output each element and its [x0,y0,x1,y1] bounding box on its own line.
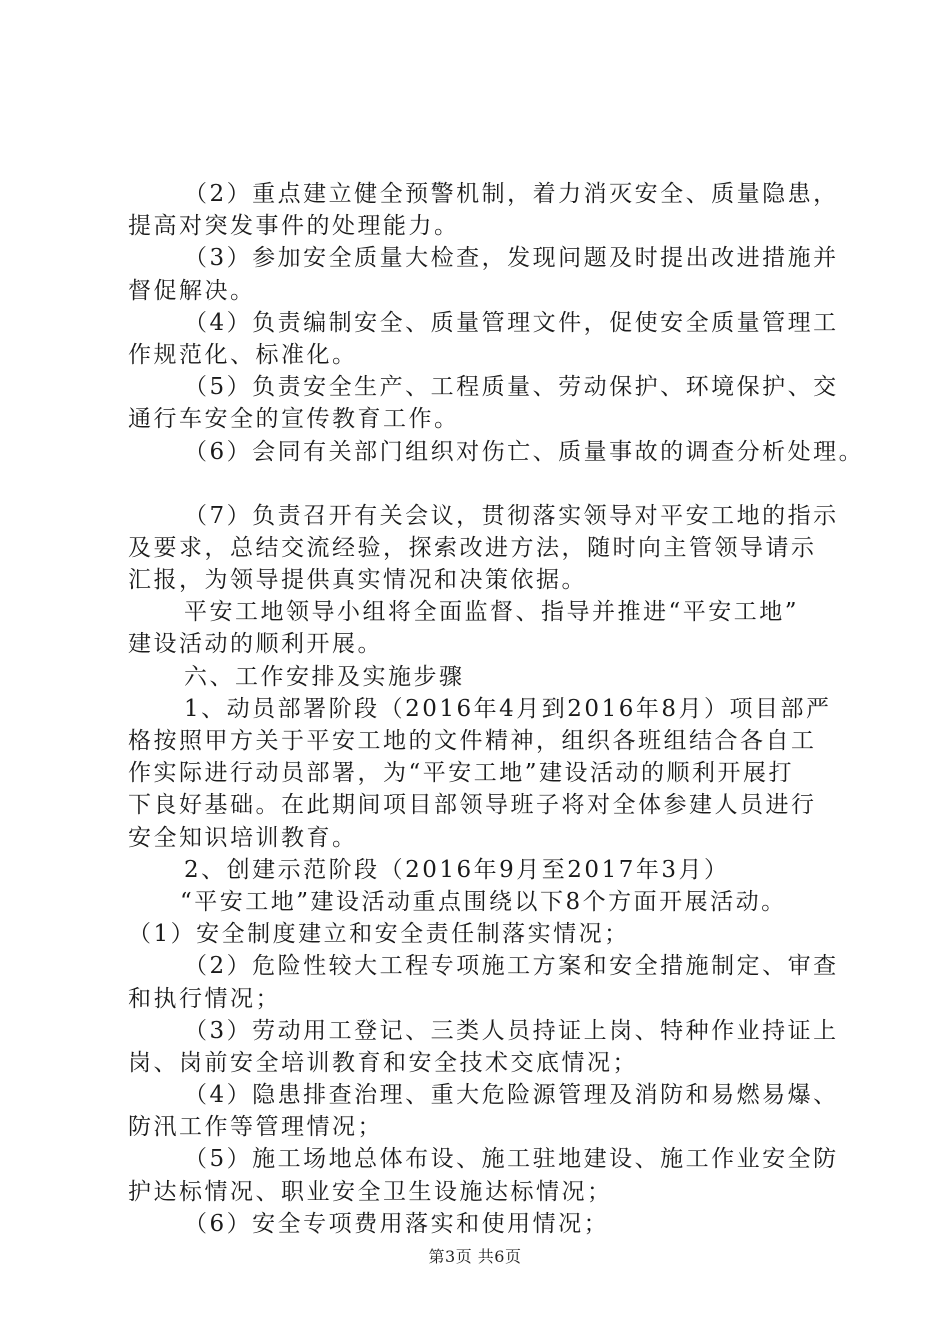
para-line: 通行车安全的宣传教育工作。 [128,406,460,433]
page-number-footer: 第3页 共6页 [428,1247,522,1266]
para-line: （6）会同有关部门组织对伤亡、质量事故的调查分析处理。 [184,438,865,465]
para-line: （6）安全专项费用落实和使用情况； [184,1210,610,1237]
para-line: “平安工地”建设活动重点围绕以下8个方面开展活动。 [180,888,787,915]
para-line: （7）负责召开有关会议，贯彻落实领导对平安工地的指示 [184,502,839,529]
para-line: 1、动员部署阶段（2016年4月到2016年8月）项目部严 [184,695,832,722]
para-line: 防汛工作等管理情况； [128,1114,383,1141]
para-line: （2）重点建立健全预警机制，着力消灭安全、质量隐患， [184,181,839,207]
para-line: 下良好基础。在此期间项目部领导班子将对全体参建人员进行 [128,792,817,819]
para-line: 护达标情况、职业安全卫生设施达标情况； [128,1178,613,1205]
para-line: 及要求，总结交流经验，探索改进方法，随时向主管领导请示 [128,534,817,561]
para-line: 汇报，为领导提供真实情况和决策依据。 [128,567,587,594]
para-line: 建设活动的顺利开展。 [128,631,383,658]
para-line: （5）负责安全生产、工程质量、劳动保护、环境保护、交 [184,374,839,401]
para-line: （1）安全制度建立和安全责任制落实情况； [128,921,630,948]
para-line: （4）负责编制安全、质量管理文件，促使安全质量管理工 [184,309,839,336]
document-body [128,178,865,1240]
para-line: 安全知识培训教育。 [128,824,358,851]
para-line: 督促解决。 [128,277,256,304]
para-line: 提高对突发事件的处理能力。 [128,213,460,240]
paragraph-gap [128,468,842,500]
para-line: （2）危险性较大工程专项施工方案和安全措施制定、审查 [184,953,839,980]
section-heading: 六、工作安排及实施步骤 [184,663,465,690]
para-line: （5）施工场地总体布设、施工驻地建设、施工作业安全防 [184,1146,839,1173]
para-line: 2、创建示范阶段（2016年9月至2017年3月） [184,856,730,883]
para-line: 和执行情况； [128,985,281,1012]
para-line: （3）参加安全质量大检查，发现问题及时提出改进措施并 [184,245,839,272]
para-line: （4）隐患排查治理、重大危险源管理及消防和易燃易爆、 [184,1082,839,1109]
para-line: 作规范化、标准化。 [128,341,358,368]
para-line: 岗、岗前安全培训教育和安全技术交底情况； [128,1049,638,1076]
para-line: 作实际进行动员部署，为“平安工地”建设活动的顺利开展打 [128,760,795,787]
para-line: （3）劳动用工登记、三类人员持证上岗、特种作业持证上 [184,1017,839,1044]
para-line: 格按照甲方关于平安工地的文件精神，组织各班组结合各自工 [128,728,817,754]
para-line: 平安工地领导小组将全面监督、指导并推进“平安工地” [184,599,800,626]
